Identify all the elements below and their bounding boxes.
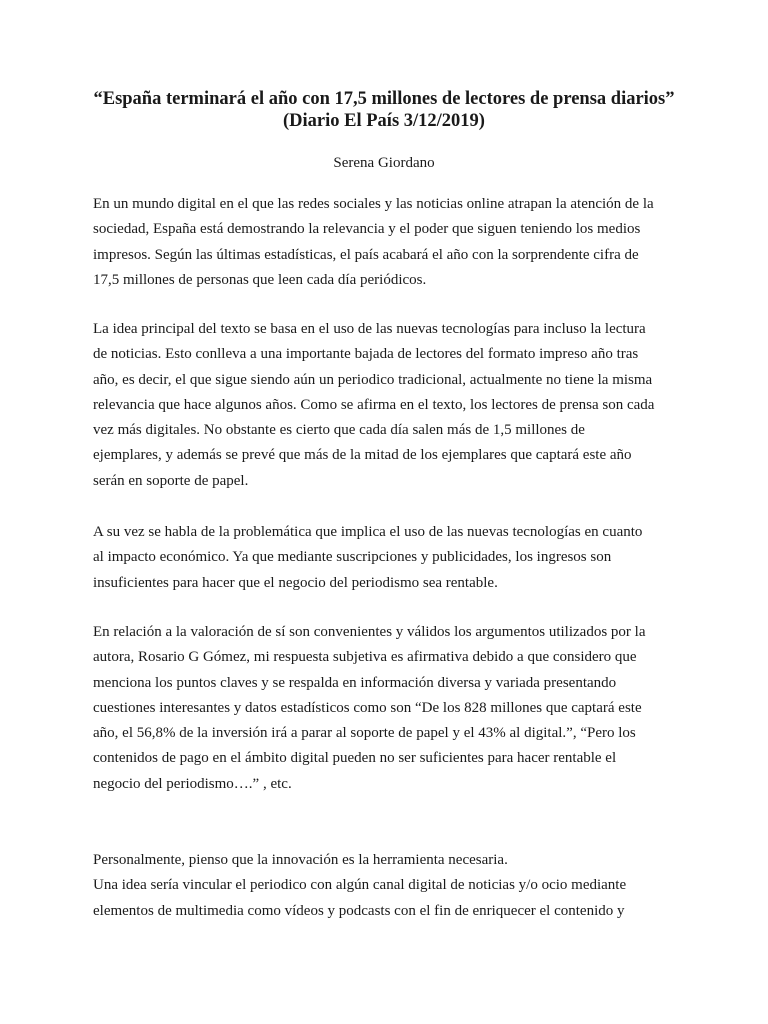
paragraph-line: En relación a la valoración de sí son convenientes y válidos los argumentos utilizados por la (93, 624, 646, 640)
paragraph-line: En un mundo digital en el que las redes sociales y las noticias online atrapan la atención de la (93, 196, 654, 212)
document-title-line-1: “España terminará el año con 17,5 millones de lectores de prensa diarios” (93, 89, 675, 109)
paragraph-line: año, el 56,8% de la inversión irá a parar al soporte de papel y el 43% al digital.”, “Pero los (93, 725, 636, 742)
paragraph-line: contenidos de pago en el ámbito digital pueden no ser suficientes para hacer rentable el (93, 750, 617, 767)
paragraph-line: cuestiones interesantes y datos estadísticos como son “De los 828 millones que captará este (93, 699, 642, 716)
document-author: Serena Giordano (333, 155, 435, 171)
paragraph-evaluation (93, 620, 693, 797)
paragraph-line: impresos. Según las últimas estadísticas, el país acabará el año con la sorprendente cifra de (93, 246, 639, 263)
paragraph-line: 17,5 millones de personas que leen cada día periódicos. (93, 271, 427, 288)
paragraph-line: año, es decir, el que sigue siendo aún un periodico tradicional, actualmente no tiene la misma (93, 371, 653, 388)
paragraph-line: La idea principal del texto se basa en el uso de las nuevas tecnologías para incluso la lectura (93, 321, 646, 337)
paragraph-line: ejemplares, y además se prevé que más de la mitad de los ejemplares que captará este año (93, 447, 632, 464)
paragraph-personal-opinion (93, 848, 693, 924)
paragraph-main-idea (93, 317, 693, 494)
paragraph-economic-impact (93, 520, 693, 596)
paragraph-line: menciona los puntos claves y se respalda en información diversa y variada presentando (93, 674, 617, 691)
paragraph-line: Una idea sería vincular el periodico con algún canal digital de noticias y/o ocio mediante (93, 877, 627, 894)
paragraph-line: elementos de multimedia como vídeos y podcasts con el fin de enriquecer el contenido y (93, 902, 625, 919)
paragraph-line: A su vez se habla de la problemática que implica el uso de las nuevas tecnologías en cuanto (93, 524, 643, 540)
paragraph-line: autora, Rosario G Gómez, mi respuesta subjetiva es afirmativa debido a que considero que (93, 649, 637, 666)
paragraph-line: serán en soporte de papel. (93, 472, 249, 489)
paragraph-line: vez más digitales. No obstante es cierto que cada día salen más de 1,5 millones de (93, 422, 585, 439)
paragraph-line: sociedad, España está demostrando la relevancia y el poder que siguen teniendo los medios (93, 221, 641, 238)
paragraph-line: relevancia que hace algunos años. Como se afirma en el texto, los lectores de prensa son cada (93, 396, 655, 413)
paragraph-line: insuficientes para hacer que el negocio del periodismo sea rentable. (93, 574, 498, 591)
paragraph-intro (93, 192, 693, 293)
document-title-line-2: (Diario El País 3/12/2019) (283, 111, 485, 131)
paragraph-line: al impacto económico. Ya que mediante suscripciones y publicidades, los ingresos son (93, 549, 612, 566)
paragraph-line: de noticias. Esto conlleva a una importante bajada de lectores del formato impreso año tras (93, 346, 639, 363)
paragraph-line: negocio del periodismo….” , etc. (93, 775, 292, 792)
paragraph-line: Personalmente, pienso que la innovación es la herramienta necesaria. (93, 852, 508, 868)
